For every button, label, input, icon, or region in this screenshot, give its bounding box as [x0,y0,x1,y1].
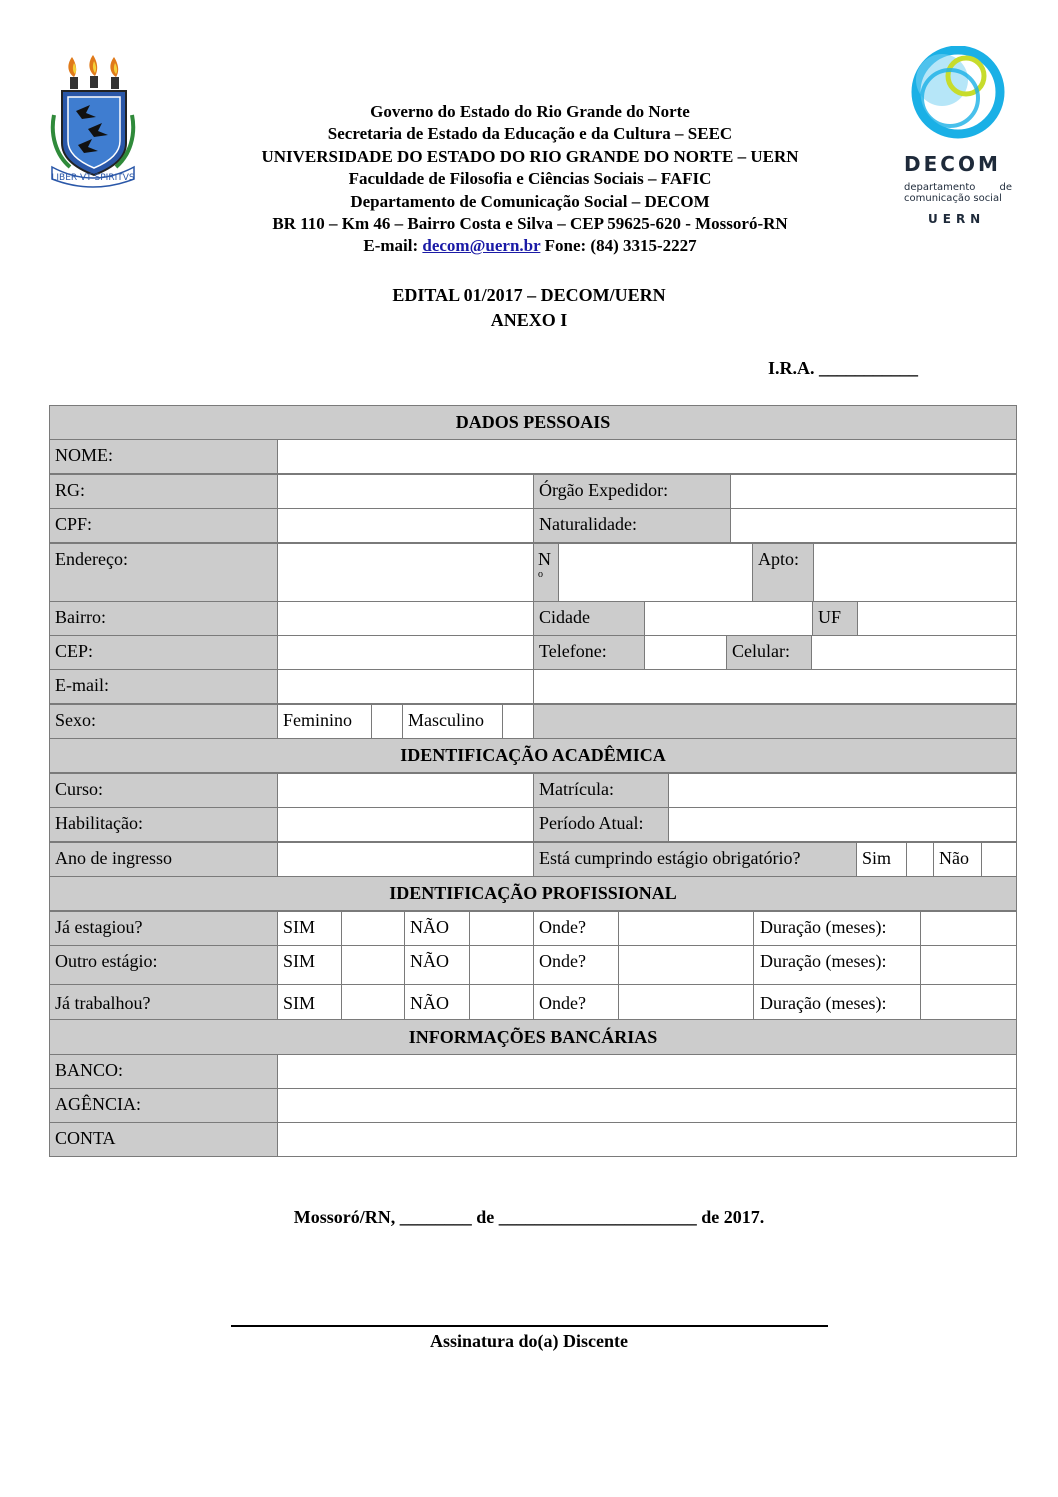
edital-title: EDITAL 01/2017 – DECOM/UERN [392,285,666,305]
cidade-field[interactable] [644,601,813,636]
label-telefone: Telefone: [533,635,645,670]
signature-label: Assinatura do(a) Discente [430,1331,628,1351]
duracao-field[interactable] [920,984,1017,1020]
label-sexo: Sexo: [49,704,278,739]
duracao-field[interactable] [920,945,1017,985]
label-conta: CONTA [49,1122,278,1157]
email-link[interactable]: decom@uern.br [422,236,541,256]
naturalidade-field[interactable] [730,508,1017,543]
label-duracao: Duração (meses): [753,984,921,1020]
label-naturalidade: Naturalidade: [533,508,731,543]
contact-line [180,235,880,257]
cpf-field[interactable] [277,508,534,543]
label-duracao: Duração (meses): [753,945,921,985]
conta-field[interactable] [277,1122,1017,1157]
option-sim: Sim [856,842,907,877]
decom-title: DECOM [904,152,1001,176]
bairro-field[interactable] [277,601,534,636]
section-informacoes-bancarias: INFORMAÇÕES BANCÁRIAS [49,1019,1017,1055]
celular-field[interactable] [811,635,1017,670]
sim-checkbox[interactable] [341,984,405,1020]
label-cep: CEP: [49,635,278,670]
email-field[interactable] [277,669,534,704]
label-agencia: AGÊNCIA: [49,1088,278,1123]
option-nao: NÃO [404,945,470,985]
option-nao: NÃO [404,911,470,946]
curso-field[interactable] [277,773,534,808]
label-apto: Apto: [752,543,814,602]
uern-crest-logo [50,55,136,189]
nome-field[interactable] [277,439,1017,474]
option-feminino: Feminino [277,704,372,739]
apto-field[interactable] [813,543,1017,602]
sexo-filler [533,704,1017,739]
orgao-expedidor-field[interactable] [730,474,1017,509]
label-curso: Curso: [49,773,278,808]
header-line: Departamento de Comunicação Social – DECOM [350,191,710,211]
label-nome: NOME: [49,439,278,474]
label-estagio-obrigatorio: Está cumprindo estágio obrigatório? [533,842,857,877]
phone-text: Fone: (84) 3315-2227 [540,236,697,256]
agencia-field[interactable] [277,1088,1017,1123]
onde-field[interactable] [618,911,754,946]
option-sim: SIM [277,984,342,1020]
label-matricula: Matrícula: [533,773,669,808]
label-onde: Onde? [533,911,619,946]
option-sim: SIM [277,945,342,985]
anexo-title: ANEXO I [490,310,568,330]
label-periodo-atual: Período Atual: [533,807,669,842]
sim-checkbox[interactable] [341,911,405,946]
crest-motto: LIBER VT SPIRITVS [51,173,135,183]
header-line: Governo do Estado do Rio Grande do Norte [370,102,690,121]
header-line: Secretaria de Estado da Educação e da Cultura – SEEC [327,124,733,144]
option-sim: SIM [277,911,342,946]
header-line: UNIVERSIDADE DO ESTADO DO RIO GRANDE DO NORTE – UERN [261,146,799,166]
option-nao: NÃO [404,984,470,1020]
label-uf: UF [812,601,858,636]
label-bairro: Bairro: [49,601,278,636]
sim-checkbox[interactable] [341,945,405,985]
decom-subtitle: departamento de comunicação social [904,182,1012,204]
matricula-field[interactable] [668,773,1017,808]
institution-header [180,101,880,258]
label-ano-ingresso: Ano de ingresso [49,842,278,877]
option-masculino: Masculino [402,704,503,739]
header-line: BR 110 – Km 46 – Bairro Costa e Silva – CEP 59625-620 - Mossoró-RN [272,214,788,234]
nao-checkbox[interactable] [469,911,534,946]
decom-uern: UERN [928,212,986,226]
telefone-field[interactable] [644,635,727,670]
decom-logo [900,46,1016,232]
label-cidade: Cidade [533,601,645,636]
nao-checkbox[interactable] [469,945,534,985]
endereco-field[interactable] [277,543,534,602]
registration-form [49,405,1017,1157]
section-identificacao-profissional: IDENTIFICAÇÃO PROFISSIONAL [49,876,1017,911]
habilitacao-field[interactable] [277,807,534,842]
label-rg: RG: [49,474,278,509]
nao-checkbox[interactable] [469,984,534,1020]
label-endereco: Endereço: [49,543,278,602]
numero-field[interactable] [558,543,753,602]
periodo-atual-field[interactable] [668,807,1017,842]
duracao-field[interactable] [920,911,1017,946]
uf-field[interactable] [857,601,1017,636]
onde-field[interactable] [618,945,754,985]
label-ja-trabalhou: Já trabalhou? [49,984,278,1020]
section-identificacao-academica: IDENTIFICAÇÃO ACADÊMICA [49,738,1017,773]
label-onde: Onde? [533,984,619,1020]
label-outro-estagio: Outro estágio: [49,945,278,985]
email-label: E-mail: [363,236,423,256]
label-email: E-mail: [49,669,278,704]
section-dados-pessoais: DADOS PESSOAIS [49,405,1017,440]
label-numero [533,543,559,602]
banco-field[interactable] [277,1054,1017,1089]
feminino-checkbox[interactable] [371,704,403,739]
label-banco: BANCO: [49,1054,278,1089]
option-nao: Não [933,842,982,877]
label-duracao: Duração (meses): [753,911,921,946]
masculino-checkbox[interactable] [502,704,534,739]
label-cpf: CPF: [49,508,278,543]
label-celular: Celular: [726,635,812,670]
onde-field[interactable] [618,984,754,1020]
ira-field: I.R.A. ___________ [768,358,919,378]
cep-field[interactable] [277,635,534,670]
torch-flames-icon [68,55,119,89]
numero-label-bottom: o [538,569,543,580]
sim-checkbox[interactable] [906,842,934,877]
nao-checkbox[interactable] [981,842,1017,877]
label-ja-estagiou: Já estagiou? [49,911,278,946]
date-line: Mossoró/RN, ________ de ______________________ de 2017. [293,1207,765,1227]
label-orgao-expedidor: Órgão Expedidor: [533,474,731,509]
email-extra-field[interactable] [533,669,1017,704]
rg-field[interactable] [277,474,534,509]
ano-ingresso-field[interactable] [277,842,534,877]
label-habilitacao: Habilitação: [49,807,278,842]
signature-line [231,1325,828,1327]
numero-label-top: N [538,549,551,569]
label-onde: Onde? [533,945,619,985]
header-line: Faculdade de Filosofia e Ciências Sociais – FAFIC [348,169,712,189]
